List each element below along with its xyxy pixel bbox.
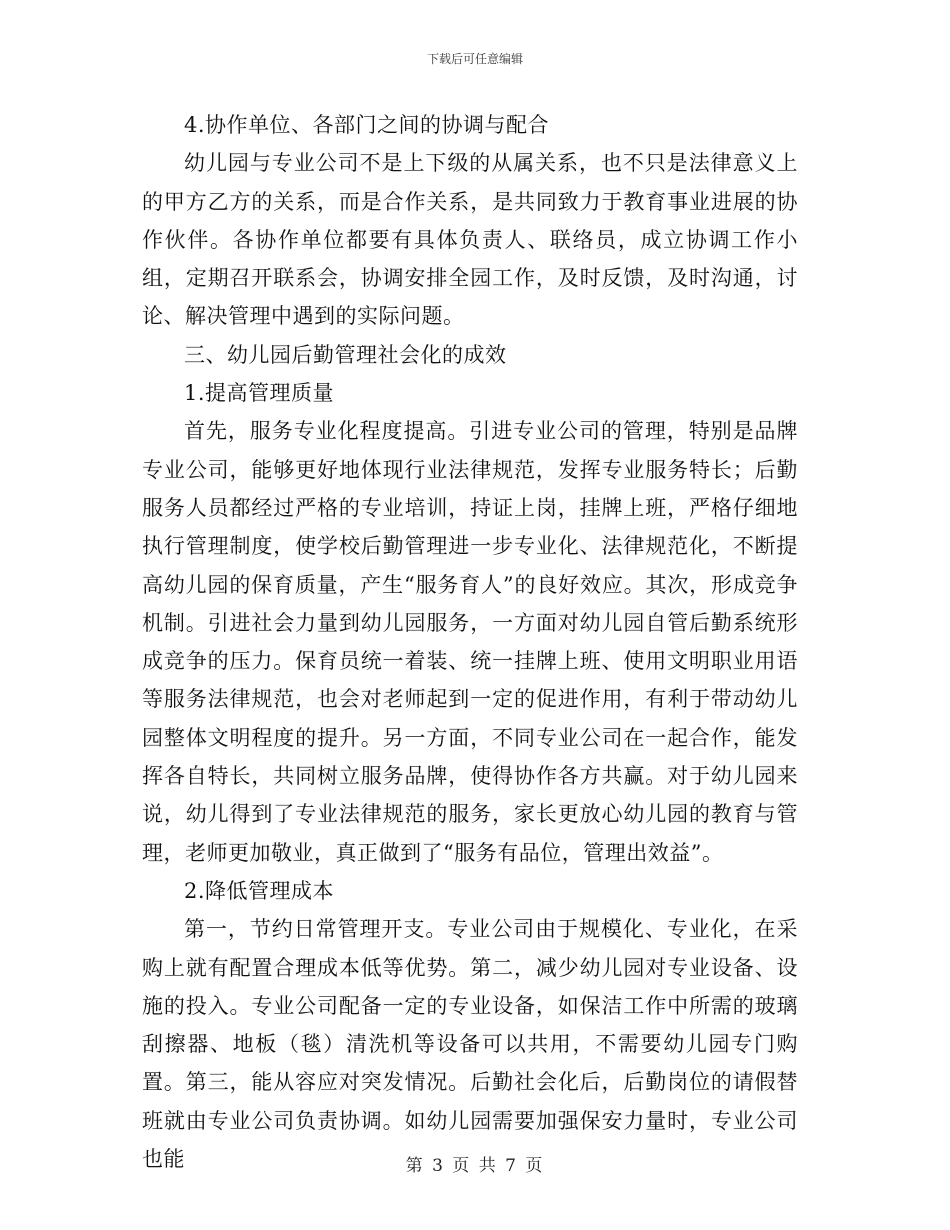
paragraph-coordination: 幼儿园与专业公司不是上下级的从属关系，也不只是法律意义上的甲方乙方的关系，而是合作关系，是共同致力于教育事业进展的协作伙伴。各协作单位都要有具体负责人、联络员，成立协调工作小组，定期召开联系会，协调安排全园工作，及时反馈，及时沟通，讨论、解决管理中遇到的实际问题。 xyxy=(142,151,798,329)
paragraph-reduce-cost: 第一，节约日常管理开支。专业公司由于规模化、专业化，在采购上就有配置合理成本低等优势。第二，减少幼儿园对专业设备、设施的投入。专业公司配备一定的专业设备，如保洁工作中所需的玻璃刮擦器、地板（毯）清洗机等设备可以共用，不需要幼儿园专门购置。第三，能从容应对突发情况。后勤社会化后，后勤岗位的请假替班就由专业公司负责协调。如幼儿园需要加强保安力量时，专业公司也能 xyxy=(142,917,798,1172)
page-header: 下载后可任意编辑 xyxy=(426,52,523,66)
subheading-improve-quality: 1.提高管理质量 xyxy=(184,381,335,406)
page-number: 第 3 页 共 7 页 xyxy=(405,1156,545,1176)
section-heading-coordination: 4.协作单位、各部门之间的协调与配合 xyxy=(184,113,550,137)
document-body xyxy=(142,106,798,1178)
subheading-reduce-cost: 2.降低管理成本 xyxy=(184,878,335,903)
section-heading-results: 三、幼儿园后勤管理社会化的成效 xyxy=(184,342,507,367)
paragraph-improve-quality: 首先，服务专业化程度提高。引进专业公司的管理，特别是品牌专业公司，能够更好地体现行业法律规范，发挥专业服务特长；后勤服务人员都经过严格的专业培训，持证上岗，挂牌上班，严格仔细地执行管理制度，使学校后勤管理进一步专业化、法律规范化，不断提高幼儿园的保育质量，产生“服务育人”的良好效应。其次，形成竞争机制。引进社会力量到幼儿园服务，一方面对幼儿园自管后勤系统形成竞争的压力。保育员统一着装、统一挂牌上班、使用文明职业用语等服务法律规范，也会对老师起到一定的促进作用，有利于带动幼儿园整体文明程度的提升。另一方面，不同专业公司在一起合作，能发挥各自特长，共同树立服务品牌，使得协作各方共赢。对于幼儿园来说，幼儿得到了专业法律规范的服务，家长更放心幼儿园的教育与管理，老师更加敬业，真正做到了“服务有品位，管理出效益”。 xyxy=(142,419,798,865)
